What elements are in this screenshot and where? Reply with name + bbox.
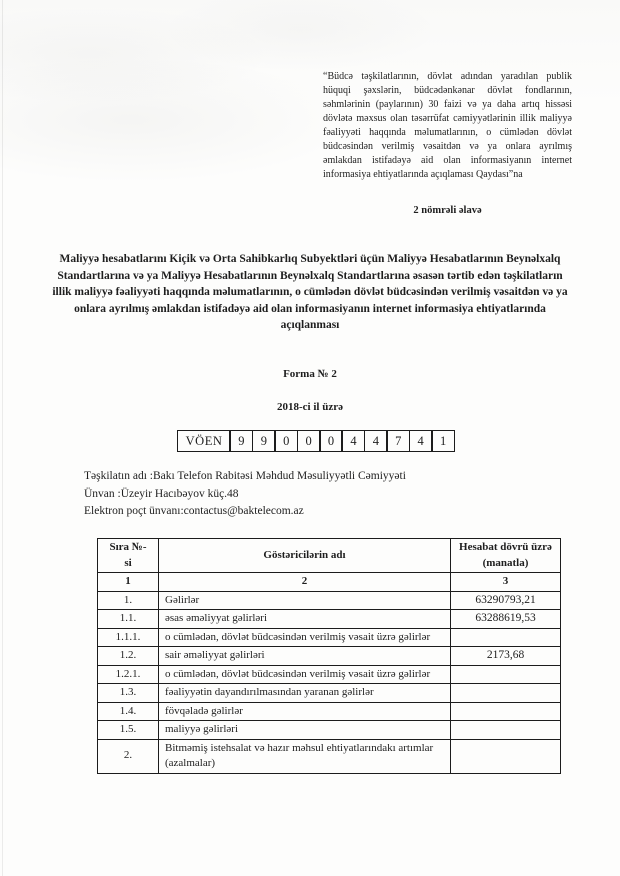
appendix-label: 2 nömrəli əlavə — [413, 205, 482, 216]
indicator-value-cell: 63290793,21 — [451, 591, 561, 610]
indicator-value-cell — [451, 739, 561, 773]
voen-digit-cell: 0 — [319, 430, 343, 452]
voen-box — [177, 430, 455, 452]
row-number-cell: 1.2. — [98, 647, 159, 666]
voen-digit-cell: 4 — [409, 430, 433, 452]
indicator-name-cell: fəaliyyətin dayandırılmasından yaranan gəlirlər — [159, 684, 451, 703]
indicator-value-cell — [451, 665, 561, 684]
indicator-value-cell — [451, 721, 561, 740]
voen-digit-cell: 4 — [364, 430, 388, 452]
org-name-line: Təşkilatın adı :Bakı Telefon Rabitəsi Məhdud Məsuliyyətli Cəmiyyəti — [84, 470, 406, 482]
column-number-3: 3 — [451, 573, 561, 592]
header-report-value: Hesabat dövrü üzrə (manatla) — [451, 539, 561, 573]
row-number-cell: 1.1. — [98, 610, 159, 629]
row-number-cell: 1.2.1. — [98, 665, 159, 684]
quote-paragraph: “Büdcə təşkilatlarının, dövlət adından yaradılan publik hüquqi şəxslərin, büdcədənkənar dövlət fondlarının, səhmlərinin (paylarının) 30 faizi və ya daha artıq hissəsi dövlətə məxsus olan təsərrüfat cəmiyyətlərinin illik maliyyə fəaliyyəti haqqında məlumatlarının, o cümlədən dövlət büdcəsindən verilmiş vəsaitdən və ya onlara ayrılmış əmlakdan istifadəyə aid olan informasiyanın internet informasiya ehtiyatlarında açıqlaması Qaydası”na — [323, 71, 572, 180]
indicator-value-cell — [451, 628, 561, 647]
indicator-value-cell — [451, 684, 561, 703]
column-number-2: 2 — [159, 573, 451, 592]
table-row — [98, 739, 561, 773]
table-row — [98, 591, 561, 610]
column-number-1: 1 — [98, 573, 159, 592]
row-number-cell: 1.4. — [98, 702, 159, 721]
indicator-name-cell: Bitməmiş istehsalat və hazır məhsul ehtiyatlarındakı artımlar (azalmalar) — [159, 739, 451, 773]
row-number-cell: 1. — [98, 591, 159, 610]
indicator-name-cell: maliyyə gəlirləri — [159, 721, 451, 740]
row-number-cell: 2. — [98, 739, 159, 773]
table-row — [98, 721, 561, 740]
table-row — [98, 702, 561, 721]
indicators-table — [97, 538, 561, 774]
row-number-cell: 1.1.1. — [98, 628, 159, 647]
indicator-name-cell: fövqəladə gəlirlər — [159, 702, 451, 721]
indicator-value-cell: 2173,68 — [451, 647, 561, 666]
indicator-value-cell: 63288619,53 — [451, 610, 561, 629]
table-row — [98, 684, 561, 703]
indicator-name-cell: sair əməliyyat gəlirləri — [159, 647, 451, 666]
table-row — [98, 665, 561, 684]
org-address-line: Ünvan :Üzeyir Hacıbəyov küç.48 — [84, 487, 239, 500]
column-numbers-row — [98, 573, 561, 592]
indicator-name-cell: Gəlirlər — [159, 591, 451, 610]
voen-digit-cell: 0 — [297, 430, 321, 452]
indicator-name-cell: o cümlədən, dövlət büdcəsindən verilmiş vəsait üzrə gəlirlər — [159, 628, 451, 647]
voen-digit-cell: 4 — [341, 430, 365, 452]
voen-digit-cell: 9 — [229, 430, 253, 452]
document-title: Maliyyə hesabatlarını Kiçik və Orta Sahibkarlıq Subyektləri üçün Maliyyə Hesabatlarının Beynəlxalq Standartlarına və ya Maliyyə Hesabatlarının Beynəlxalq Standartlarına əsasən tərtib edən təşkilatların illik maliyyə fəaliyyəti haqqında məlumatlarının, o cümlədən dövlət büdcəsindən verilmiş vəsaitdən və ya onlara ayrılmış əmlakdan istifadəyə aid olan informasiyanın internet informasiya ehtiyatlarında açıqlanması — [52, 253, 568, 331]
row-number-cell: 1.3. — [98, 684, 159, 703]
table-header-row — [98, 539, 561, 573]
row-number-cell: 1.5. — [98, 721, 159, 740]
form-number-label: Forma № 2 — [283, 368, 337, 380]
indicator-name-cell: o cümlədən, dövlət büdcəsindən verilmiş vəsait üzrə gəlirlər — [159, 665, 451, 684]
organization-info — [84, 468, 406, 521]
voen-digit-cell: 0 — [274, 430, 298, 452]
table-row — [98, 628, 561, 647]
header-seq-number: Sıra №-si — [98, 539, 159, 573]
voen-label: VÖEN — [177, 430, 231, 452]
org-email-line: Elektron poçt ünvanı:contactus@baktelecom.az — [84, 505, 304, 517]
header-indicator-name: Göstəricilərin adı — [159, 539, 451, 573]
table-row — [98, 610, 561, 629]
voen-digit-cell: 9 — [252, 430, 276, 452]
voen-digit-cell: 1 — [431, 430, 455, 452]
table-row — [98, 647, 561, 666]
indicator-name-cell: əsas əməliyyat gəlirləri — [159, 610, 451, 629]
indicator-value-cell — [451, 702, 561, 721]
report-year-label: 2018-ci il üzrə — [277, 401, 343, 413]
voen-digit-cell: 7 — [386, 430, 410, 452]
